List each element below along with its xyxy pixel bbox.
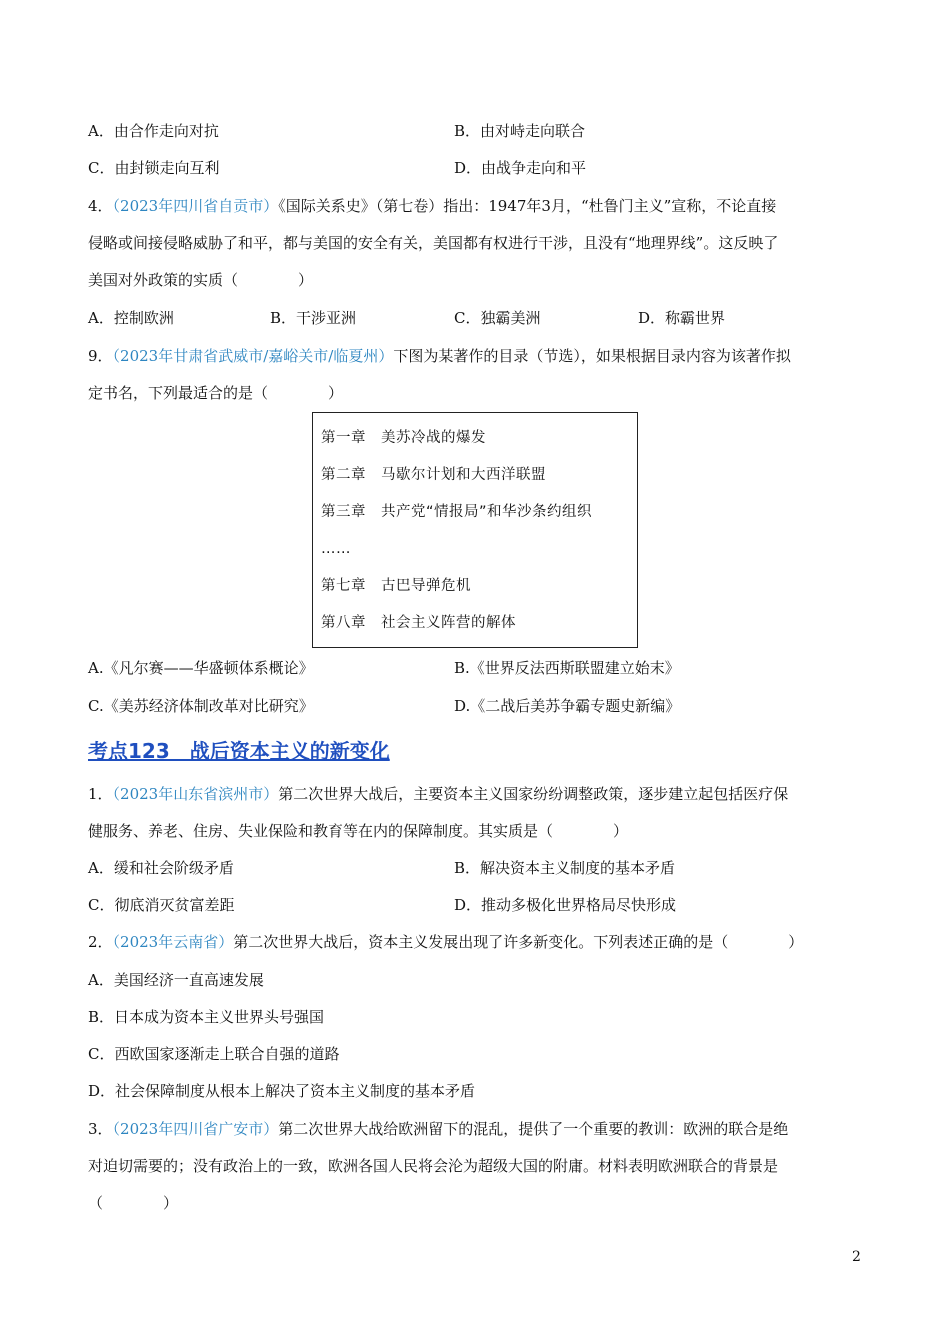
question-text: 第二次世界大战给欧洲留下的混乱，提供了一个重要的教训：欧洲的联合是绝: [278, 1120, 789, 1138]
option-c: C.《美苏经济体制改革对比研究》: [88, 697, 314, 715]
option-d: D．由战争走向和平: [454, 159, 587, 177]
option-a: A．由合作走向对抗: [88, 122, 219, 140]
question-number: 4．: [88, 197, 113, 215]
question-9-line-1: [88, 346, 791, 366]
question-number: 1．: [88, 785, 113, 803]
section-title: 考点123 战后资本主义的新变化: [88, 739, 390, 763]
question-3-line-3: （ ）: [88, 1194, 179, 1212]
option-d: D．称霸世界: [638, 309, 726, 327]
question-source: （2023年山东省滨州市）: [112, 785, 279, 803]
question-4-line-2: 侵略或间接侵略威胁了和平，都与美国的安全有关，美国都有权进行干涉，且没有“地理界线”。这反映了: [88, 234, 779, 252]
question-9-line-2: 定书名，下列最适合的是（ ）: [88, 384, 344, 402]
table-of-contents-box: [312, 412, 638, 648]
question-3-line-2: 对迫切需要的；没有政治上的一致，欧洲各国人民将会沦为超级大国的附庸。材料表明欧洲联合的背景是: [88, 1157, 779, 1175]
question-number: 2．: [88, 933, 113, 951]
question-1-line-2: 健服务、养老、住房、失业保险和教育等在内的保障制度。其实质是（ ）: [88, 822, 629, 840]
toc-chapter-2: 第二章 马歇尔计划和大西洋联盟: [321, 467, 546, 483]
option-d: D．社会保障制度从根本上解决了资本主义制度的基本矛盾: [88, 1082, 476, 1100]
toc-ellipsis: ……: [321, 541, 351, 557]
question-source: （2023年四川省广安市）: [112, 1120, 279, 1138]
option-c: C．由封锁走向互利: [88, 159, 220, 177]
question-4-line-1: [88, 196, 776, 216]
option-c: C．独霸美洲: [454, 309, 541, 327]
question-1-line-1: [88, 784, 788, 804]
option-a: A．缓和社会阶级矛盾: [88, 859, 234, 877]
page-number: 2: [852, 1249, 861, 1265]
option-c: C．彻底消灭贫富差距: [88, 896, 235, 914]
toc-chapter-8: 第八章 社会主义阵营的解体: [321, 615, 516, 631]
option-b: B．干涉亚洲: [270, 309, 357, 327]
question-text: 第二次世界大战后，资本主义发展出现了许多新变化。下列表述正确的是（ ）: [233, 933, 804, 951]
question-source: （2023年云南省）: [112, 933, 234, 951]
question-2-line-1: [88, 932, 803, 952]
question-source: （2023年甘肃省武威市/嘉峪关市/临夏州）: [112, 347, 394, 365]
question-number: 9．: [88, 347, 113, 365]
option-b: B．日本成为资本主义世界头号强国: [88, 1008, 325, 1026]
question-text: 第二次世界大战后，主要资本主义国家纷纷调整政策，逐步建立起包括医疗保: [278, 785, 789, 803]
option-d: D．推动多极化世界格局尽快形成: [454, 896, 677, 914]
question-number: 3．: [88, 1120, 113, 1138]
option-b: B．解决资本主义制度的基本矛盾: [454, 859, 676, 877]
option-d: D.《二战后美苏争霸专题史新编》: [454, 697, 681, 715]
question-3-line-1: [88, 1119, 788, 1139]
option-c: C．西欧国家逐渐走上联合自强的道路: [88, 1045, 340, 1063]
option-a: A．美国经济一直高速发展: [88, 971, 264, 989]
option-a: A.《凡尔赛——华盛顿体系概论》: [88, 659, 314, 677]
option-b: B．由对峙走向联合: [454, 122, 586, 140]
option-a: A．控制欧洲: [88, 309, 174, 327]
toc-chapter-1: 第一章 美苏冷战的爆发: [321, 430, 486, 446]
toc-chapter-7: 第七章 古巴导弹危机: [321, 578, 471, 594]
question-text: 《国际关系史》（第七卷）指出：1947年3月，“杜鲁门主义”宣称，不论直接: [278, 197, 777, 215]
toc-chapter-3: 第三章 共产党“情报局”和华沙条约组织: [321, 504, 593, 520]
question-source: （2023年四川省自贡市）: [112, 197, 279, 215]
option-b: B.《世界反法西斯联盟建立始末》: [454, 659, 680, 677]
question-4-line-3: 美国对外政策的实质（ ）: [88, 271, 314, 289]
question-text: 下图为某著作的目录（节选），如果根据目录内容为该著作拟: [393, 347, 791, 365]
